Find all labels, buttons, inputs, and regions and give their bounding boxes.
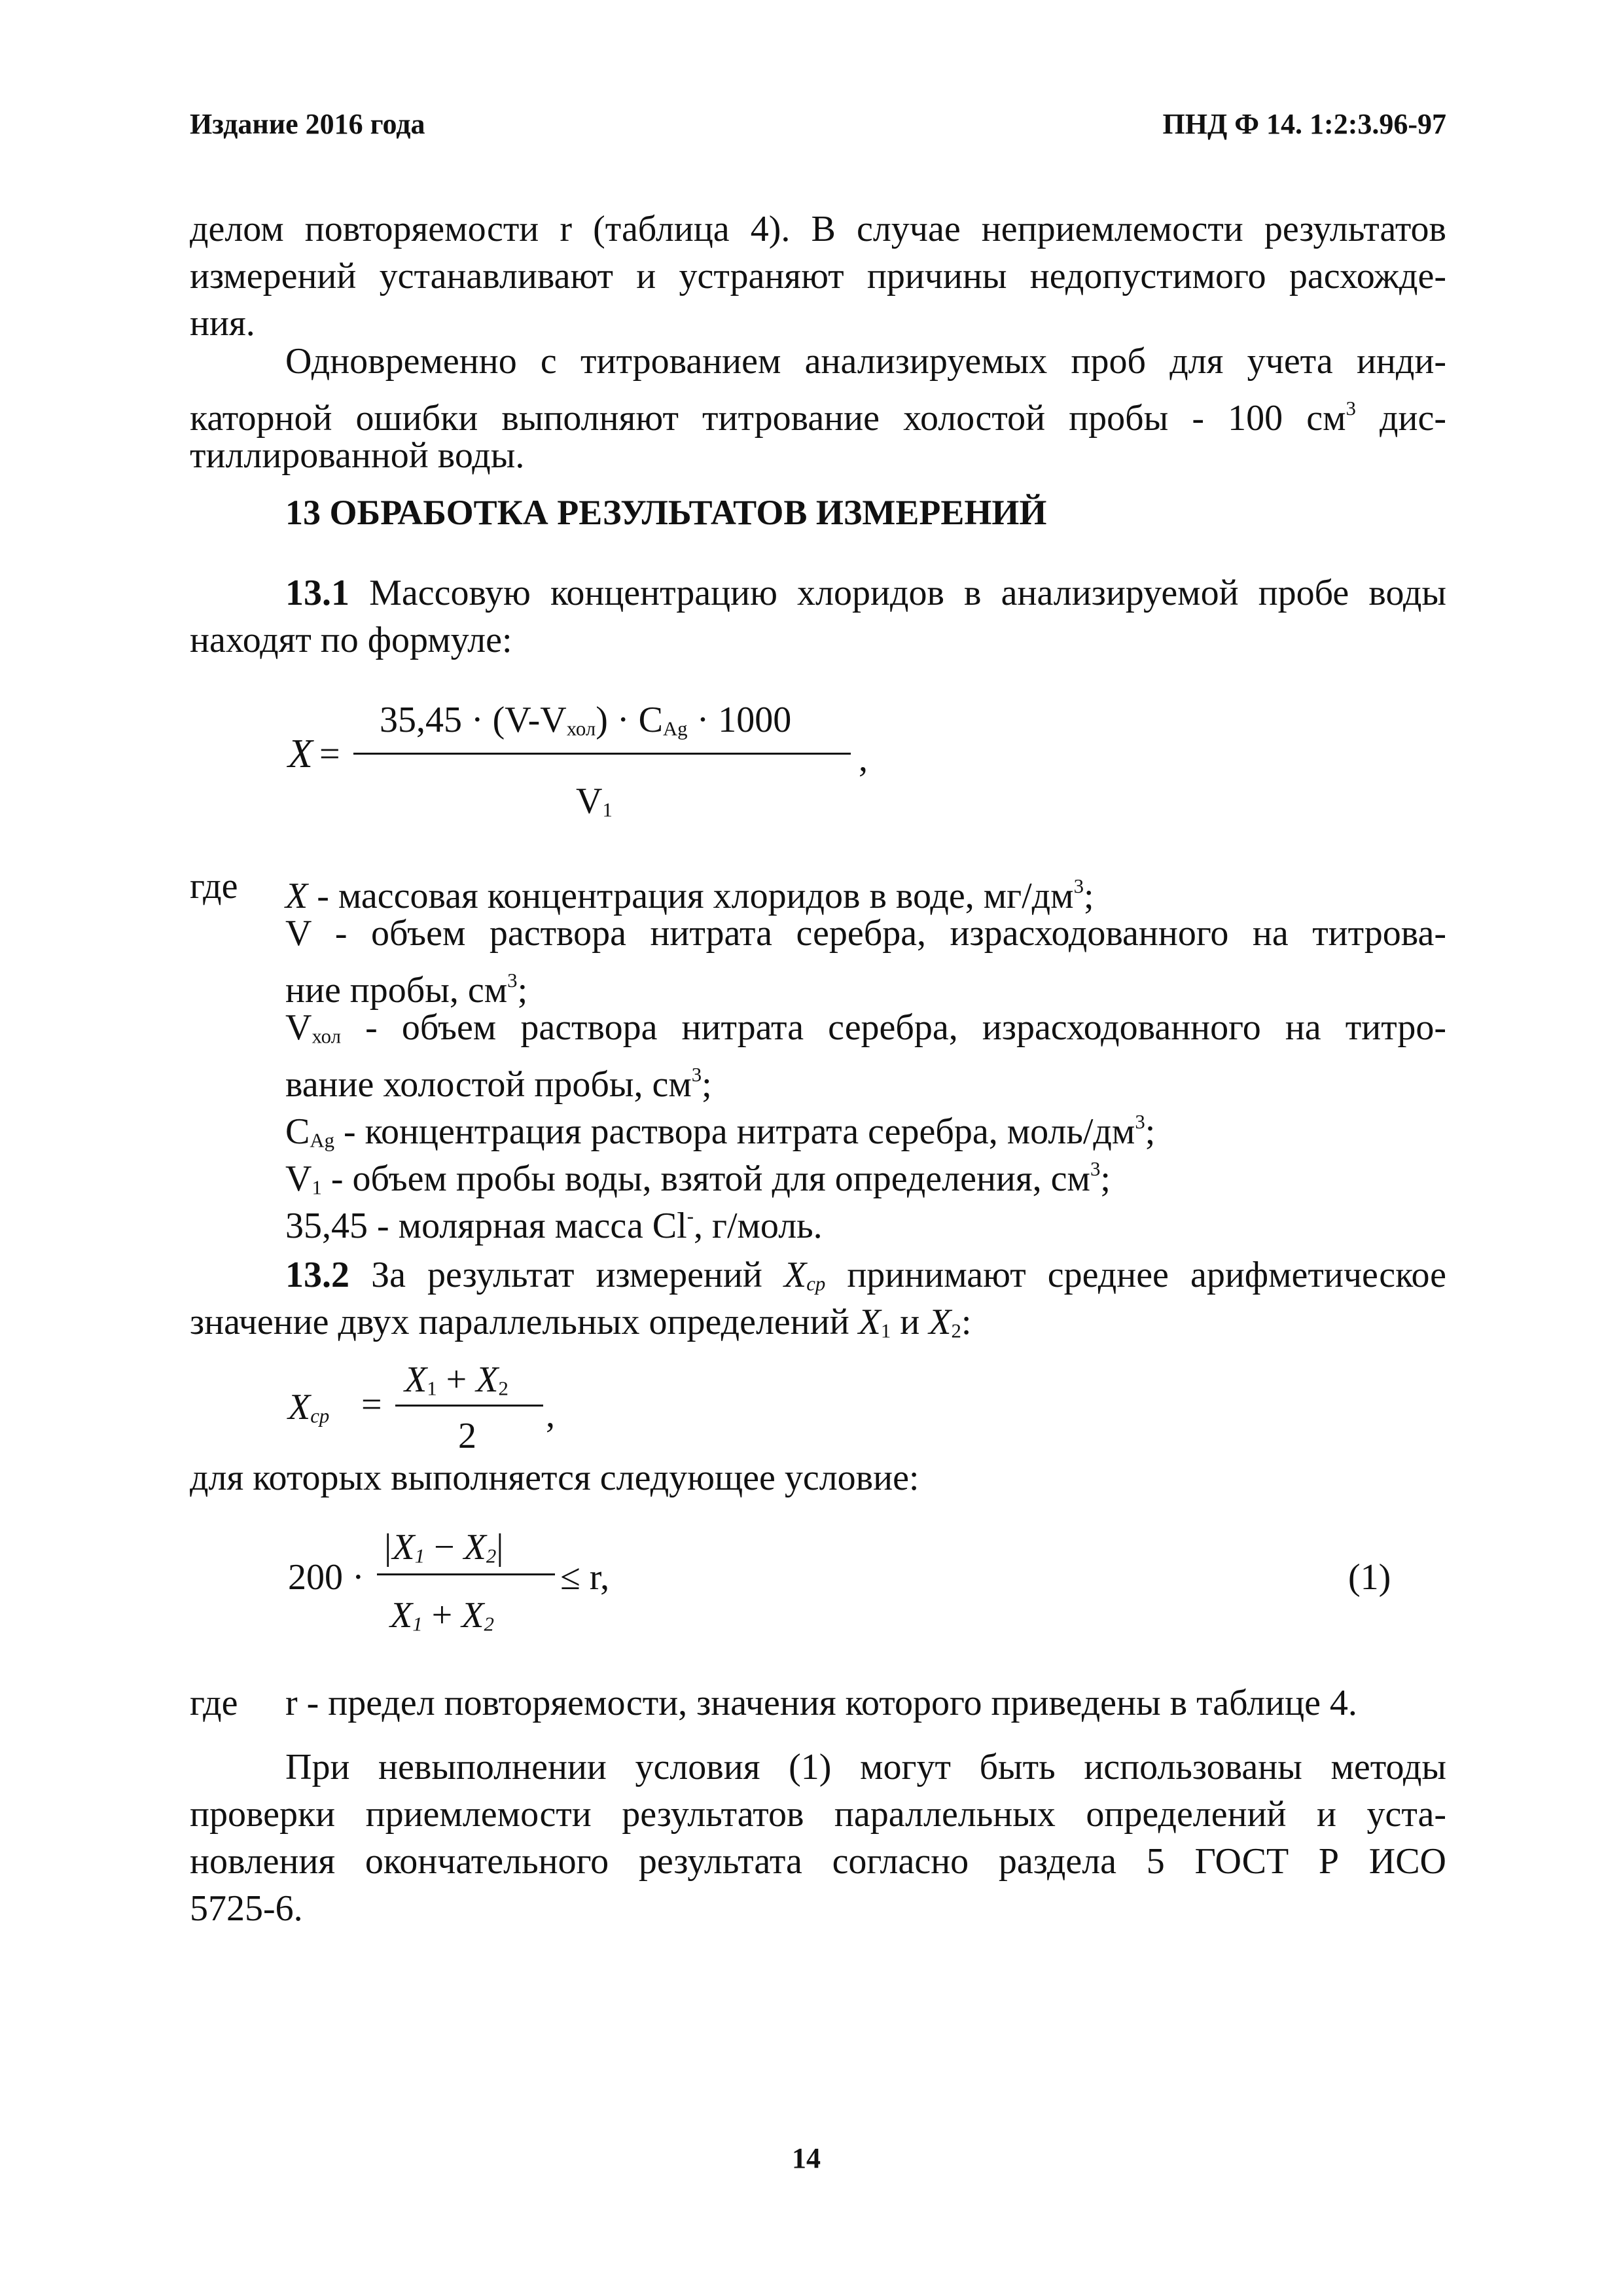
p131-line1: 13.1 Массовую концентрацию хлоридов в анализируемой пробе воды <box>285 573 1446 613</box>
where1-item-v: V - объем раствора нитрата серебра, израсходованного на титрова- <box>285 913 1446 954</box>
formula1-eq: = <box>319 734 340 774</box>
where1-item-vhol: Vхол - объем раствора нитрата серебра, израсходованного на титро- <box>285 1007 1446 1048</box>
formula1-comma: , <box>859 739 868 780</box>
where1-label: где <box>190 866 238 906</box>
p132-line1: 13.2 За результат измерений Xср принимают среднее арифметическое <box>285 1255 1447 1295</box>
section-13-heading: 13 ОБРАБОТКА РЕЗУЛЬТАТОВ ИЗМЕРЕНИЙ <box>285 493 1047 532</box>
where2-text: r - предел повторяемости, значения которого приведены в таблице 4. <box>285 1683 1357 1723</box>
condition-text: для которых выполняется следующее условие: <box>190 1458 919 1498</box>
para2-line2: каторной ошибки выполняют титрование холостой пробы - 100 $см^3$ дис- <box>190 397 1446 439</box>
p132-line2: значение двух параллельных определений X1 и X2: <box>190 1302 972 1342</box>
formula3-denominator: X1 + X2 <box>390 1595 494 1636</box>
formula3-rhs: ≤ r, <box>560 1557 610 1598</box>
where1-item-v-cont: ние пробы, $см^3$; <box>285 969 528 1011</box>
edition-label: Издание 2016 года <box>190 108 425 140</box>
final-para-line2: проверки приемлемости результатов параллельных определений и уста- <box>190 1794 1446 1835</box>
formula3-coef: 200 · <box>288 1557 365 1598</box>
formula1-numerator: 35,45 · (V-Vхол) · CAg · 1000 <box>380 700 792 740</box>
formula1-lhs: X <box>288 732 313 776</box>
formula2-lhs: Xср <box>288 1387 330 1427</box>
where1-item-x: X - массовая концентрация хлоридов в воде, $мг/дм^3$; <box>285 875 1094 917</box>
page-number: 14 <box>792 2142 821 2174</box>
para1-line2: измерений устанавливают и устраняют причины недопустимого расхожде- <box>190 256 1446 296</box>
where1-item-cag: CAg - концентрация раствора нитрата серебра, моль/$дм^3$; <box>285 1111 1156 1153</box>
final-para-line1: При невыполнении условия (1) могут быть использованы методы <box>285 1747 1446 1787</box>
para2-line1: Одновременно с титрованием анализируемых проб для учета инди- <box>285 341 1446 382</box>
formula2-denominator: 2 <box>458 1416 476 1456</box>
where2-label: где <box>190 1683 238 1723</box>
formula3-numerator: |X1 − X2| <box>382 1527 504 1568</box>
para1-line1: делом повторяемости r (таблица 4). В случае неприемлемости результатов <box>190 209 1446 249</box>
formula2-eq: = <box>361 1384 382 1425</box>
p131-line2: находят по формуле: <box>190 620 512 660</box>
final-para-line4: 5725-6. <box>190 1888 303 1929</box>
formula2-comma: , <box>546 1395 555 1435</box>
formula1-fraction-bar <box>353 753 851 755</box>
formula1-denominator: V1 <box>576 781 613 821</box>
para2-line3: тиллированной воды. <box>190 435 525 476</box>
where1-item-vhol-cont: вание холостой пробы, $см^3$; <box>285 1064 712 1105</box>
formula3-fraction-bar <box>377 1573 555 1575</box>
where1-item-molar-mass: 35,45 - молярная масса Cl-, г/моль. <box>285 1205 823 1247</box>
formula2-numerator: X1 + X2 <box>404 1359 508 1400</box>
equation-number: (1) <box>1348 1557 1391 1598</box>
where1-item-v1: V1 - объем пробы воды, взятой для определения, $см^3$; <box>285 1158 1111 1200</box>
formula2-fraction-bar <box>395 1405 543 1407</box>
para1-line3: ния. <box>190 303 255 344</box>
document-code: ПНД Ф 14. 1:2:3.96-97 <box>1162 108 1446 140</box>
final-para-line3: новления окончательного результата согласно раздела 5 ГОСТ Р ИСО <box>190 1841 1446 1882</box>
